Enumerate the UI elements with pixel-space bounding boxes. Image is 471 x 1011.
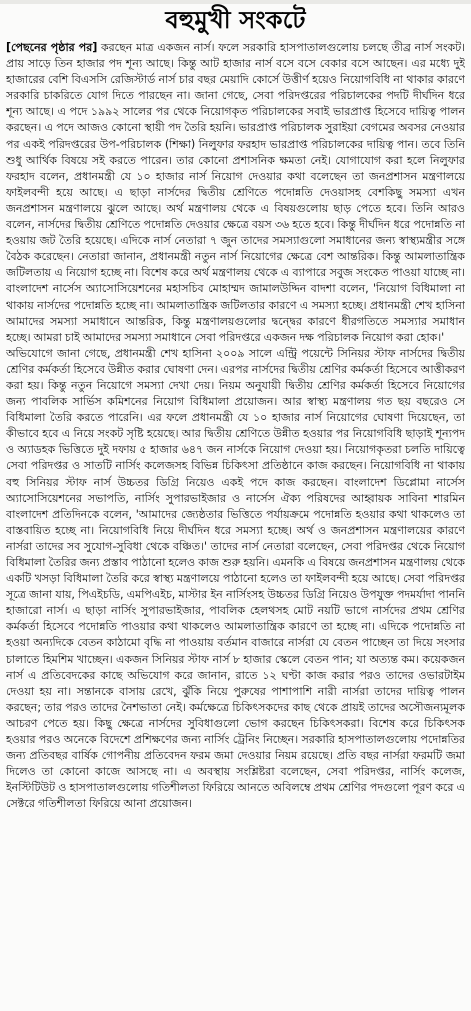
article-headline: বহুমুখী সংকটে [165, 6, 306, 34]
article-paragraph-1 [6, 40, 465, 346]
top-divider [0, 0, 471, 4]
article-paragraph-2 [6, 346, 465, 813]
paragraph-text-1: করছেন মাত্র একজন নার্স। ফলে সরকারি হাসপাতালগুলোয় চলছে তীব্র নার্স সংকট। প্রায় সাড়ে তিন হাজার পদ শূন্য আছে। কিন্তু আট হাজার নার্স বসে বসে বেকার বসে আছেন। এর মধ্যে দুই হাজারের বেশি বিএসসি রেজিস্টার্ড নার্স চার বছর মেয়াদি কোর্সে উত্তীর্ণ হয়েও নিয়োগবিধি না থাকার কারণে সরকারি চাকরিতে যোগ দিতে পারছেন না। জানা গেছে, সেবা পরিদপ্তরের পরিচালকের পদটি দীর্ঘদিন ধরে শূন্য আছে। এ পদে ১৯৯২ সালের পর থেকে নিয়োগকৃত পরিচালকের সবাই ভারপ্রাপ্ত হিসেবে দায়িত্ব পালন করছেন। এ পদে আজও কোনো স্থায়ী পদ তৈরি হয়নি। ভারপ্রাপ্ত পরিচালক সুরাইয়া বেগমের অবসর নেওয়ার পর একই পরিদপ্তরের উপ-পরিচালক (শিক্ষা) নিলুফার ফরহাদ ভারপ্রাপ্ত পরিচালকের দায়িত্ব পান। তবে তিনি শুধু আর্থিক বিষয়ে সই করতে পারেন। তার কোনো প্রশাসনিক ক্ষমতা নেই। যোগাযোগ করা হলে নিলুফার ফরহাদ বলেন, প্রধানমন্ত্রী যে ১০ হাজার নার্স নিয়োগ দেওয়ার কথা বলেছেন তা জনপ্রশাসন মন্ত্রণালয়ে ফাইলবন্দী হয়ে আছে। এ ছাড়া নার্সদের দ্বিতীয় শ্রেণিতে পদোন্নতি দেওয়াসহ বেশকিছু সমস্যা এখন জনপ্রশাসন মন্ত্রণালয়ে ঝুলে আছে। অর্থ মন্ত্রণালয় থেকে এ বিষয়গুলোয় ছাড় পেতে হবে। তিনি আরও বলেন, নার্সদের দ্বিতীয় শ্রেণিতে পদোন্নতি দেওয়ার ক্ষেত্রে বয়স ৩৬ হতে হবে। কিন্তু দীর্ঘদিন ধরে পদোন্নতি না হওয়ায় জট তৈরি হয়েছে। এদিকে নার্স নেতারা ৭ জুন তাদের সমস্যাগুলো সমাধানের জন্য স্বাস্থ্যমন্ত্রীর সঙ্গে বৈঠক করেছেন। নেতারা জানান, প্রধানমন্ত্রী নতুন নার্স নিয়োগের ক্ষেত্রে বেশ আন্তরিক। কিন্তু আমলাতান্ত্রিক জটিলতায় এ নিয়োগ হচ্ছে না। বিশেষ করে অর্থ মন্ত্রণালয় থেকে এ ব্যাপারে সবুজ সংকেত পাওয়া যাচ্ছে না। বাংলাদেশ নার্সেস অ্যাসোসিয়েশনের মহাসচিব মোহাম্মদ জামালউদ্দিন বাদশা বলেন, 'নিয়োগ বিধিমালা না থাকায় নার্সদের পদোন্নতি হচ্ছে না। আমলাতান্ত্রিক জটিলতার কারণে এ সমস্যা হচ্ছে। প্রধানমন্ত্রী শেখ হাসিনা আমাদের সমস্যা সমাধানে আন্তরিক, কিন্তু মন্ত্রণালয়গুলোর দ্বন্দ্বের কারণে ধীরগতিতে সমস্যার সমাধান হচ্ছে। আমরা চাই আমাদের সমস্যা সমাধানে সেবা পরিদপ্তরে একজন দক্ষ পরিচালক নিয়োগ করা হোক।' [6, 41, 465, 344]
paragraph-text-2: অভিযোগে জানা গেছে, প্রধানমন্ত্রী শেখ হাসিনা ২০০৯ সালে এন্ট্রি পয়েন্টে সিনিয়র স্টাফ নার্সদের দ্বিতীয় শ্রেণির কর্মকর্তা হিসেবে উন্নীত করার ঘোষণা দেন। এরপর নার্সদের দ্বিতীয় শ্রেণির কর্মকর্তা হিসেবে আত্তীকরণ করা হয়। কিন্তু নতুন নিয়োগে সমস্যা দেখা দেয়। নিয়ম অনুযায়ী দ্বিতীয় শ্রেণির কর্মকর্তা হিসেবে নিয়োগের জন্য পাবলিক সার্ভিস কমিশনের নিয়োগ বিধিমালা প্রয়োজন। আর স্বাস্থ্য মন্ত্রণালয় গত ছয় বছরেও সে বিধিমালা তৈরি করতে পারেনি। এর ফলে প্রধানমন্ত্রী যে ১০ হাজার নার্স নিয়োগের ঘোষণা দিয়েছেন, তা কীভাবে হবে এ নিয়ে সংকট সৃষ্টি হয়েছে। আর দ্বিতীয় শ্রেণিতে উন্নীত হওয়ার পর নিয়োগবিধি ছাড়াই শূন্যপদ ও অ্যাডহক ভিত্তিতে দুই দফায় ৫ হাজার ৬৪৭ জন নার্সকে নিয়োগ দেওয়া হয়। নিয়োগকৃতরা চলতি দায়িত্বে সেবা পরিদপ্তর ও সাতটি নার্সিং কলেজসহ বিভিন্ন চিকিৎসা প্রতিষ্ঠানে কাজ করছেন। নিয়োগবিধি না থাকায় বহু সিনিয়র স্টাফ নার্স উচ্চতর ডিগ্রি নিয়েও একই পদে কাজ করছেন। বাংলাদেশ ডিপ্লোমা নার্সেস অ্যাসোসিয়েশনের সভাপতি, নার্সিং সুপারভাইজার ও নার্সেস ঐক্য পরিষদের আহ্বায়ক সাবিনা শারমিন বাংলাদেশ প্রতিদিনকে বলেন, 'আমাদের জ্যেষ্ঠতার ভিত্তিতে পর্যায়ক্রমে পদোন্নতি হওয়ার কথা থাকলেও তা বাস্তবায়িত হচ্ছে না। নিয়োগবিধি নিয়ে দীর্ঘদিন ধরে সমস্যা হচ্ছে। অর্থ ও জনপ্রশাসন মন্ত্রণালয়ের কারণে নার্সরা তাদের সব সুযোগ-সুবিধা থেকে বঞ্চিত।' তাদের নার্স নেতারা বলেছেন, সেবা পরিদপ্তর থেকে নিয়োগ বিধিমালা তৈরির জন্য প্রস্তাব পাঠানো হলেও কাজ শুরু হয়নি। এমনকি এ বিষয়ে জনপ্রশাসন মন্ত্রণালয় থেকে একটি খসড়া বিধিমালা তৈরি করে স্বাস্থ্য মন্ত্রণালয়ে পাঠানো হলেও তা ফাইলবন্দী হয়ে আছে। সেবা পরিদপ্তর সূত্রে জানা যায়, পিএইচডি, এমপিএইচ, মাস্টার ইন নার্সিংসহ উচ্চতর ডিগ্রি নিয়েও উপযুক্ত পদমর্যাদা পাননি হাজারো নার্স। এ ছাড়া নার্সিং সুপারভাইজার, পাবলিক হেলথসহ মোট নয়টি ভাগে নার্সদের প্রথম শ্রেণির কর্মকর্তা হিসেবে পদোন্নতি পাওয়ার কথা থাকলেও আমলাতান্ত্রিক কারণে তা হচ্ছে না। এদিকে পদোন্নতি না হওয়া অন্যদিকে বেতন কাঠামো বৃদ্ধি না পাওয়ায় বর্তমান বাজারে নার্সরা যে বেতন পাচ্ছেন তা দিয়ে সংসার চালাতে হিমশিম খাচ্ছেন। একজন সিনিয়র স্টাফ নার্স ৮ হাজার স্কেলে বেতন পান; যা অত্যন্ত কম। কয়েকজন নার্স এ প্রতিবেদকের কাছে অভিযোগ করে জানান, রাতে ১২ ঘণ্টা কাজ করার পরও তাদের ওভারটাইম দেওয়া হয় না। সন্তানকে বাসায় রেখে, ঝুঁকি নিয়ে পুরুষের পাশাপাশি নারী নার্সরা তাদের দায়িত্ব পালন করছেন; তার পরও তাদের নৈশভাতা নেই। কর্মক্ষেত্রে চিকিৎসকদের কাছ থেকে প্রায়ই তাদের অসৌজন্যমূলক আচরণ পেতে হয়। কিছু ক্ষেত্রে নার্সদের সুবিধাগুলো ভোগ করছেন চিকিৎসকরা। বিশেষ করে চিকিৎসক হওয়ার পরও অনেকে বিদেশে প্রশিক্ষণের জন্য নার্সিং ট্রেনিং নিচ্ছেন। সরকারি হাসপাতালগুলোয় পদোন্নতির জন্য প্রতিবছর বার্ষিক গোপনীয় প্রতিবেদন ফরম জমা দেওয়ার নিয়ম রয়েছে। প্রতি বছর নার্সরা ফরমটি জমা দিলেও তা কোনো কাজে আসছে না। এ অবস্থায় সংশ্লিষ্টরা বলেছেন, সেবা পরিদপ্তর, নার্সিং কলেজ, ইনস্টিটিউট ও হাসপাতালগুলোয় গতিশীলতা ফিরিয়ে আনতে অবিলম্বে প্রথম শ্রেণির পদগুলো পূরণ করে এ সেক্টরে গতিশীলতা ফিরিয়ে আনা প্রয়োজন। [6, 346, 465, 811]
continuation-label: [পেছনের পৃষ্ঠার পর] [6, 41, 98, 54]
article-body [6, 40, 465, 1008]
